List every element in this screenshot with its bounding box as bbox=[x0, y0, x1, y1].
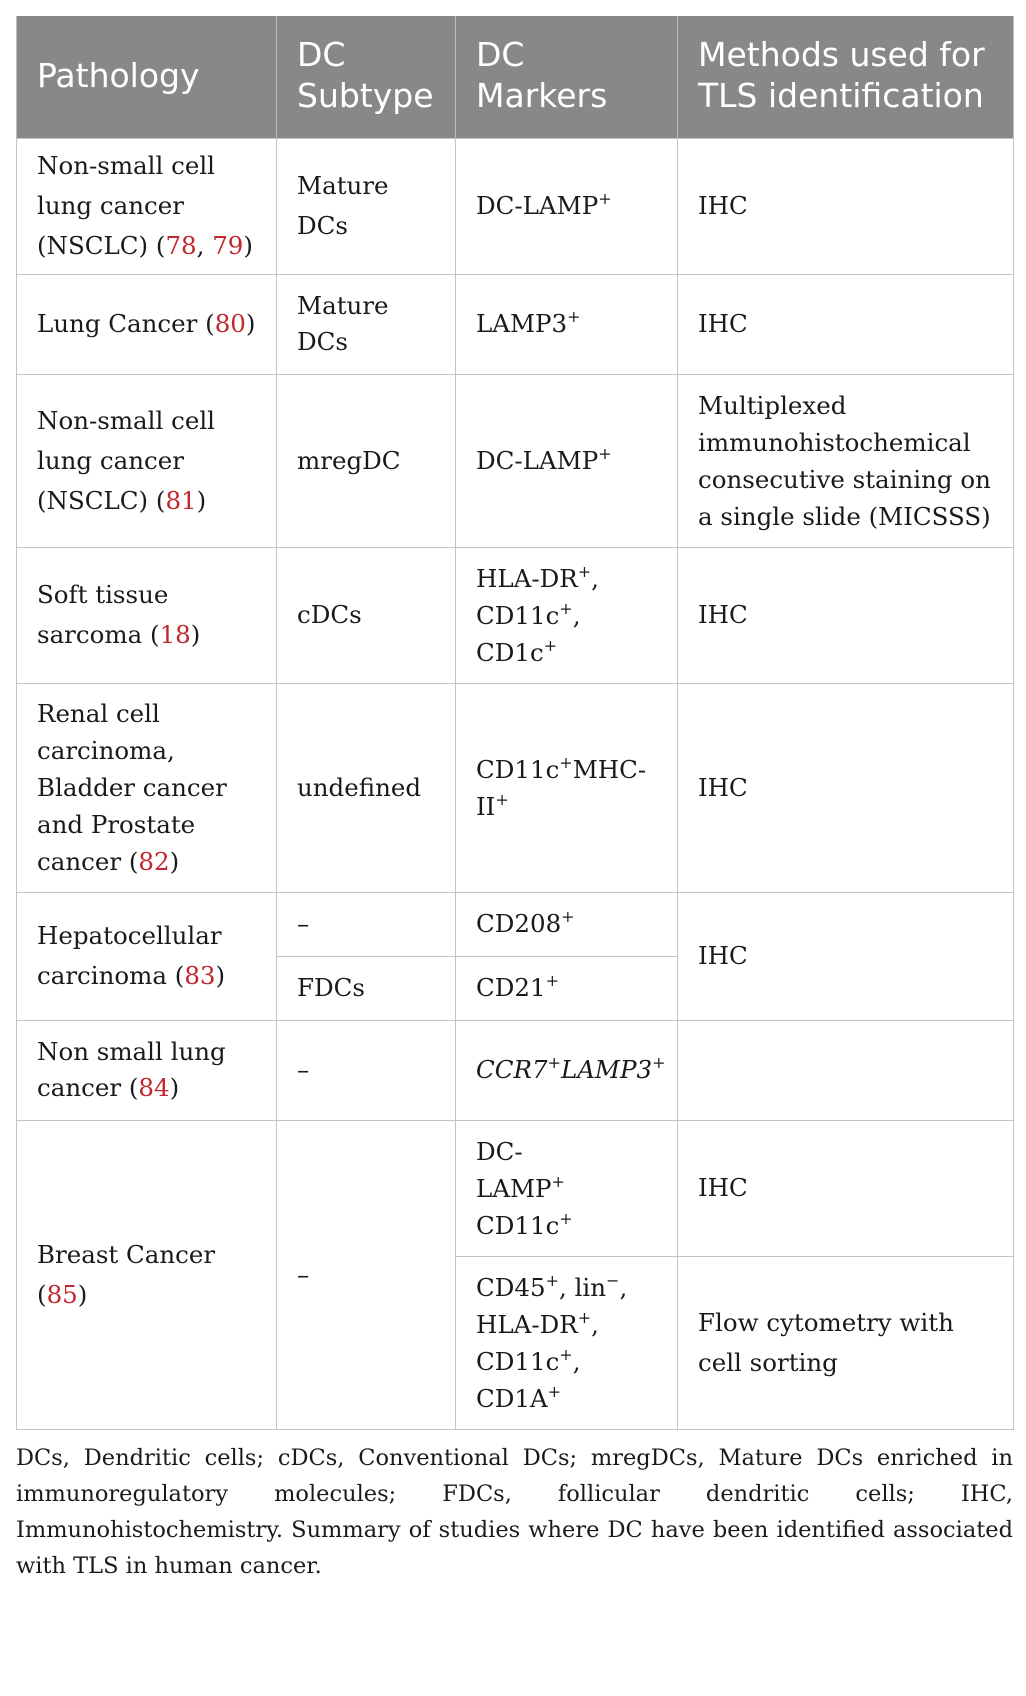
method-cell: IHC bbox=[678, 683, 1014, 892]
method-cell: Multiplexed immunohistochemical consecutive staining on a single slide (MICSSS) bbox=[678, 374, 1014, 547]
subtype-cell: FDCs bbox=[277, 956, 456, 1020]
reference-link[interactable]: 81 bbox=[165, 485, 197, 515]
pathology-cell: Renal cell carcinoma, Bladder cancer and Prostate cancer (82) bbox=[17, 683, 277, 892]
subtype-cell: Mature DCs bbox=[277, 138, 456, 274]
pathology-cell: Soft tissue sarcoma (18) bbox=[17, 547, 277, 683]
reference-link[interactable]: 79 bbox=[212, 231, 244, 260]
subtype-cell: mregDC bbox=[277, 374, 456, 547]
table-body bbox=[17, 138, 1014, 1429]
reference-link[interactable]: 82 bbox=[138, 847, 170, 876]
subtype-cell: – bbox=[277, 1020, 456, 1120]
method-cell: IHC bbox=[678, 547, 1014, 683]
header-methods: Methods used for TLS identification bbox=[678, 16, 1014, 138]
table-row bbox=[17, 1020, 1014, 1120]
table-footnote: DCs, Dendritic cells; cDCs, Conventional DCs; mregDCs, Mature DCs enriched in immunoregulatory molecules; FDCs, follicular dendritic cells; IHC, Immunohistochemistry. Summary of studies where DC have been identified associated with TLS in human cancer. bbox=[16, 1444, 1013, 1579]
header-pathology: Pathology bbox=[17, 16, 277, 138]
table-row bbox=[17, 547, 1014, 683]
header-dc-markers: DC Markers bbox=[456, 16, 678, 138]
reference-link[interactable]: 78 bbox=[165, 231, 197, 260]
subtype-cell: – bbox=[277, 892, 456, 956]
reference-link[interactable]: 18 bbox=[159, 620, 191, 649]
method-cell: IHC bbox=[678, 892, 1014, 1020]
markers-cell: CD45+, lin−, HLA-DR+, CD11c+, CD1A+ bbox=[456, 1256, 678, 1429]
subtype-cell: undefined bbox=[277, 683, 456, 892]
table-row bbox=[17, 892, 1014, 956]
method-cell: Flow cytometry with cell sorting bbox=[678, 1256, 1014, 1429]
header-row bbox=[17, 16, 1014, 138]
subtype-cell: cDCs bbox=[277, 547, 456, 683]
markers-cell: LAMP3+ bbox=[456, 274, 678, 374]
markers-cell: DC- LAMP+ CD11c+ bbox=[456, 1120, 678, 1256]
markers-cell: CD11c+MHC-II+ bbox=[456, 683, 678, 892]
dc-tls-table bbox=[16, 16, 1014, 1430]
subtype-cell: – bbox=[277, 1120, 456, 1429]
markers-cell: CD21+ bbox=[456, 956, 678, 1020]
table-header bbox=[17, 16, 1014, 138]
markers-cell: CCR7+LAMP3+ bbox=[456, 1020, 678, 1120]
reference-link[interactable]: 83 bbox=[184, 961, 216, 990]
method-cell: IHC bbox=[678, 138, 1014, 274]
reference-link[interactable]: 80 bbox=[214, 309, 246, 338]
pathology-cell: Hepatocellular carcinoma (83) bbox=[17, 892, 277, 1020]
markers-cell: DC-LAMP+ bbox=[456, 374, 678, 547]
markers-cell: HLA-DR+, CD11c+, CD1c+ bbox=[456, 547, 678, 683]
reference-link[interactable]: 85 bbox=[46, 1279, 78, 1309]
header-dc-subtype: DC Subtype bbox=[277, 16, 456, 138]
document bbox=[16, 16, 1022, 1584]
reference-link[interactable]: 84 bbox=[138, 1073, 170, 1102]
table-row bbox=[17, 683, 1014, 892]
pathology-cell: Non-small cell lung cancer (NSCLC) (78, 79) bbox=[17, 138, 277, 274]
table-row bbox=[17, 138, 1014, 274]
method-cell: IHC bbox=[678, 274, 1014, 374]
pathology-cell: Non-small cell lung cancer (NSCLC) (81) bbox=[17, 374, 277, 547]
subtype-cell: Mature DCs bbox=[277, 274, 456, 374]
markers-cell: CD208+ bbox=[456, 892, 678, 956]
pathology-cell: Lung Cancer (80) bbox=[17, 274, 277, 374]
markers-cell: DC-LAMP+ bbox=[456, 138, 678, 274]
table-row bbox=[17, 1120, 1014, 1256]
pathology-cell: Non small lung cancer (84) bbox=[17, 1020, 277, 1120]
method-cell: IHC bbox=[678, 1120, 1014, 1256]
table-row bbox=[17, 374, 1014, 547]
table-row bbox=[17, 274, 1014, 374]
pathology-cell: Breast Cancer (85) bbox=[17, 1120, 277, 1429]
method-cell bbox=[678, 1020, 1014, 1120]
